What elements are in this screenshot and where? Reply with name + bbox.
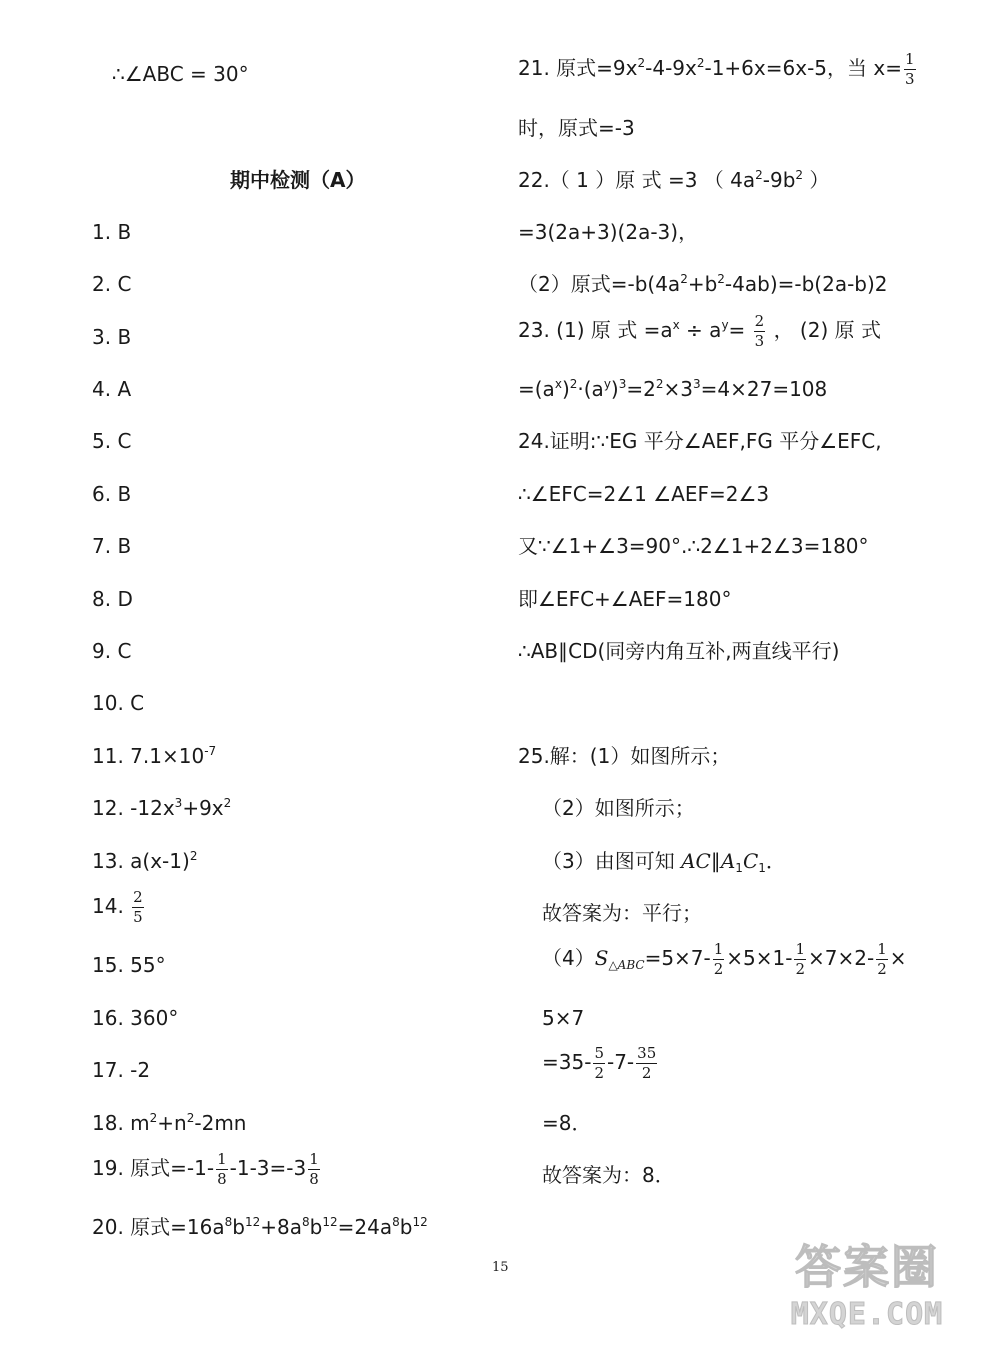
answer-20: 20. 原式$=16a^8b^{12}+8a^8b^{12}=24a^8b^{12}$ xyxy=(92,1215,428,1239)
answer-22-cont: =3(2a+3)(2a-3)， xyxy=(518,220,699,244)
answer-25-part2: （2）如图所示； xyxy=(542,796,695,820)
answer-22-part2: （2）原式$=-b(4a^2+b^2-4ab)=-b(2a-b)2$ xyxy=(518,272,888,296)
page-number: 15 xyxy=(492,1260,509,1275)
answer-21: 21. 原式$=9x^2-4-9x^2-1+6x=6x-5$，当 x= $\frac{1}{3}$ xyxy=(518,50,915,88)
answer-25-note: 故答案为：平行； xyxy=(542,901,702,925)
fraction: $\frac{2}{3}$ xyxy=(754,312,765,350)
fraction: $\frac{35}{2}$ xyxy=(637,1044,657,1082)
answer-2: 2. C xyxy=(92,272,132,296)
fraction: $\frac{5}{2}$ xyxy=(594,1044,604,1082)
fraction: $\frac{1}{2}$ xyxy=(877,940,887,978)
answer-25-final: 故答案为：8． xyxy=(542,1163,675,1187)
answer-13: 13. $a(x-1)^2$ xyxy=(92,849,198,873)
answer-25-cont: 5×7 xyxy=(542,1006,585,1030)
answer-24-step: 即∠EFC+∠AEF=180° xyxy=(518,587,732,611)
fraction: $\frac{2}{5}$ xyxy=(133,888,143,926)
answer-15: 15. 55° xyxy=(92,953,166,977)
watermark-logo xyxy=(752,1226,982,1336)
fraction: $\frac{1}{3}$ xyxy=(904,50,915,88)
answer-10: 10. C xyxy=(92,691,145,715)
answer-22: 22.（ 1 ）原 式 =3 （ $4a^2-9b^2$ ） xyxy=(518,168,830,192)
answer-6: 6. B xyxy=(92,482,132,506)
answer-12: 12. $-12x^3+9x^2$ xyxy=(92,796,232,820)
answer-18: 18. $m^2+n^2-2mn$ xyxy=(92,1111,247,1135)
answer-11: 11. $7.1\times 10^{-7}$ xyxy=(92,744,217,768)
answer-7: 7. B xyxy=(92,534,132,558)
answer-line: ∴∠ABC = 30° xyxy=(112,62,249,86)
answer-19: 19. 原式=-1- $\frac{1}{8}$ -1-3=-3 $\frac{1}{8}$ xyxy=(92,1150,319,1188)
answer-24-conclusion: ∴AB∥CD(同旁内角互补,两直线平行) xyxy=(518,639,840,663)
answer-17: 17. -2 xyxy=(92,1058,151,1082)
answer-23-cont: $=(a^x)^2\cdot(a^y)^3=2^2\times 3^3=4\times 27=108$ xyxy=(518,377,828,401)
answer-24-step: ∴∠EFC=2∠1 ∠AEF=2∠3 xyxy=(518,482,770,506)
watermark-url: MXQE.COM xyxy=(790,1296,944,1332)
answer-3: 3. B xyxy=(92,325,132,349)
answer-16: 16. 360° xyxy=(92,1006,179,1030)
watermark-text: 答案圈 xyxy=(795,1239,939,1294)
answer-23: 23. (1) 原 式 $=a^x \div a^y=$ $\frac{2}{3}$ ， (2) 原 式 xyxy=(518,312,881,350)
answer-1: 1. B xyxy=(92,220,132,244)
answer-25-result: =8． xyxy=(542,1111,592,1135)
fraction: $\frac{1}{2}$ xyxy=(795,940,806,978)
fraction: $\frac{1}{2}$ xyxy=(713,940,724,978)
answer-25-calc: =35- $\frac{5}{2}$ -7- $\frac{35}{2}$ xyxy=(542,1044,657,1082)
answer-9: 9. C xyxy=(92,639,132,663)
answer-21-cont: 时，原式=-3 xyxy=(518,116,635,140)
answer-8: 8. D xyxy=(92,587,133,611)
answer-25-part4: $(4)S_{\triangle ABC}=5\times 7-$ $\frac{1}{2}$ ×5×1- $\frac{1}{2}$ ×7×2- $\frac{1}{2}$ × xyxy=(542,940,907,978)
answer-4: 4. A xyxy=(92,377,132,401)
answer-25-part3: （3）由图可知 $AC\parallel A_1C_1$． xyxy=(542,849,786,875)
fraction: $\frac{1}{8}$ xyxy=(309,1150,319,1188)
answer-5: 5. C xyxy=(92,429,132,453)
fraction: $\frac{1}{8}$ xyxy=(217,1150,227,1188)
section-title: 期中检测（A） xyxy=(230,168,366,192)
answer-25: 25.解：(1）如图所示； xyxy=(518,744,731,768)
answer-14: 14. $\frac{2}{5}$ xyxy=(92,888,143,926)
answer-24-step: 又∵∠1+∠3=90°.∴2∠1+2∠3=180° xyxy=(518,534,869,558)
answer-24: 24.证明:∵EG 平分∠AEF,FG 平分∠EFC, xyxy=(518,429,882,453)
